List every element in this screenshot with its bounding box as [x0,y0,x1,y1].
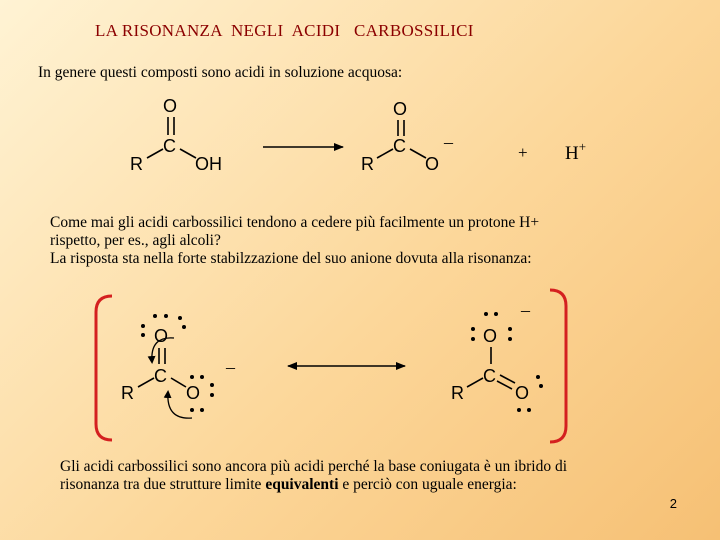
question-line-2: rispetto, per es., agli alcoli? [50,232,221,249]
single-bond [138,378,154,387]
electron-dot [484,312,488,316]
atom-o: O [154,326,169,346]
intro-text: In genere questi composti sono acidi in soluzione acquosa: [38,64,403,81]
electron-dot [471,337,475,341]
proton-symbol [565,139,586,164]
atom-o: O [483,326,498,346]
atom-r: R [361,154,374,174]
left-bracket [96,296,112,440]
electron-dot [508,337,512,341]
carboxylate-anion-structure [361,99,454,174]
page-number: 2 [669,496,677,511]
resonance-structure-left [121,314,236,418]
electron-dot [190,375,194,379]
electron-dot [527,408,531,412]
single-bond [377,149,393,158]
electron-dot [182,325,186,329]
atom-oh: OH [195,154,222,174]
conclusion-line-2 [60,476,517,494]
electron-dot [141,333,145,337]
electron-dot [190,408,194,412]
negative-charge: – [226,357,235,377]
atom-o: O [393,99,408,119]
single-bond [467,378,483,387]
electron-dot [539,384,543,388]
electron-dot [471,327,475,331]
resonance-structure-right [451,300,543,412]
right-bracket [550,290,566,442]
negative-charge: – [444,132,453,152]
single-bond [410,149,426,158]
atom-r: R [130,154,143,174]
atom-o: O [186,383,201,403]
atom-o: O [515,383,530,403]
electron-dot [200,408,204,412]
answer-line: La risposta sta nella forte stabilzzazione del suo anione dovuta alla risonanza: [50,250,532,267]
electron-dot [494,312,498,316]
negative-charge: – [521,300,530,320]
electron-dot [210,393,214,397]
slide-title: LA RISONANZA NEGLI ACIDI CARBOSSILICI [95,21,474,40]
electron-dot [200,375,204,379]
conclusion-text: e perciò con uguale energia: [338,476,517,493]
electron-dot [517,408,521,412]
atom-r: R [121,383,134,403]
proton-h: H [565,143,579,164]
electron-dot [508,327,512,331]
single-bond [180,149,196,158]
single-bond [171,378,186,387]
carboxylic-acid-structure [130,96,222,174]
atom-c: C [163,136,176,156]
double-bond [500,375,515,383]
electron-dot [536,375,540,379]
electron-dot [153,314,157,318]
conclusion-line-1: Gli acidi carbossilici sono ancora più acidi perché la base coniugata è un ibrido di [60,458,568,475]
plus-sign: + [518,143,528,162]
electron-dot [141,324,145,328]
electron-dot [178,316,182,320]
atom-r: R [451,383,464,403]
double-bond [497,381,512,389]
atom-c: C [393,136,406,156]
atom-c: C [483,366,496,386]
single-bond [147,149,163,158]
emphasis-equivalenti: equivalenti [265,476,339,493]
conclusion-text: risonanza tra due strutture limite [60,476,266,493]
atom-o: O [425,154,440,174]
electron-dot [210,383,214,387]
atom-c: C [154,366,167,386]
atom-o: O [163,96,178,116]
electron-dot [164,314,168,318]
proton-charge: + [578,139,587,154]
question-line-1: Come mai gli acidi carbossilici tendono a cedere più facilmente un protone H+ [50,214,540,231]
